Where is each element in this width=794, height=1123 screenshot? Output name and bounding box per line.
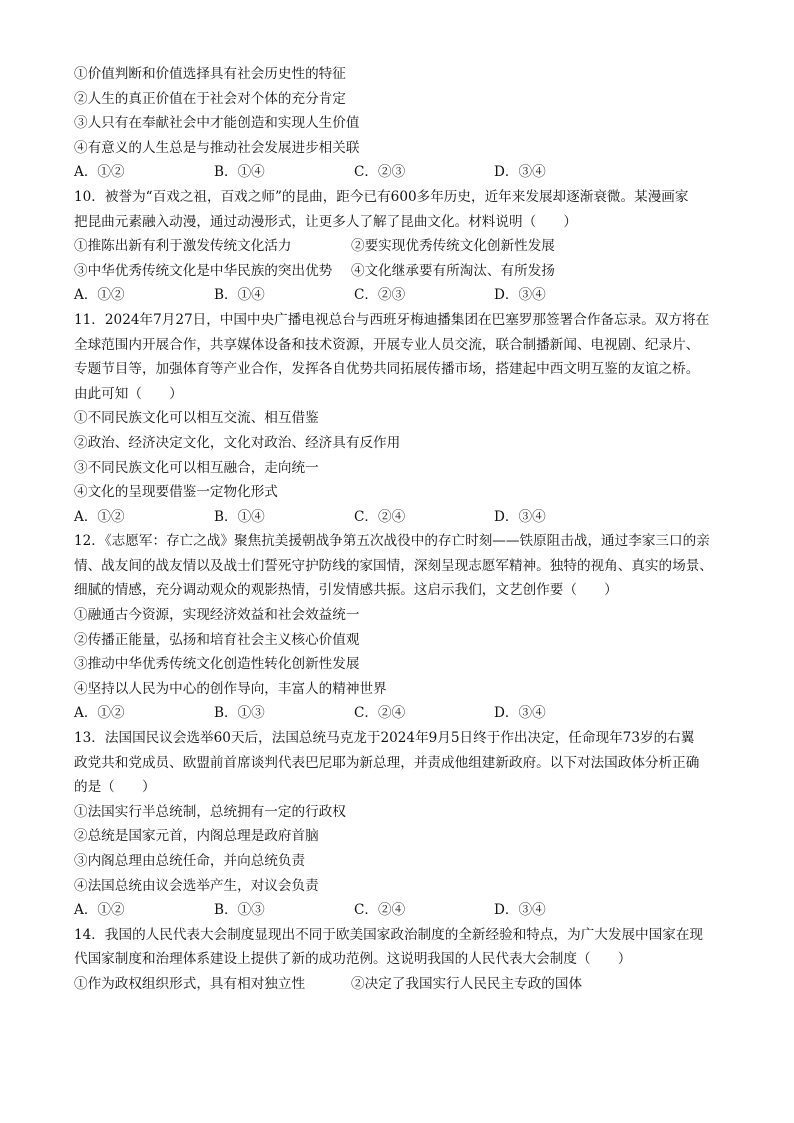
- question-stem: 11．2024年7月27日，中国中央广播电视总台与西班牙梅迪播集团在巴塞罗那签署合作备忘录。双方将在: [74, 311, 710, 328]
- answer-choices: [74, 283, 720, 308]
- answer-choices: [74, 898, 720, 923]
- option: ③中华优秀传统文化是中华民族的突出优势: [74, 262, 333, 279]
- option: ②总统是国家元首，内阁总理是政府首脑: [74, 828, 319, 845]
- option: ①融通古今资源，实现经济效益和社会效益统一: [74, 607, 360, 624]
- option: ①不同民族文化可以相互交流、相互借鉴: [74, 410, 319, 427]
- choice-c: C．②④: [354, 705, 406, 722]
- option-row: [74, 972, 720, 997]
- choice-d: D．③④: [494, 705, 546, 722]
- choice-d: D．③④: [494, 164, 546, 181]
- question-stem: 10．被誉为“百戏之祖，百戏之师”的昆曲，距今已有600多年历史，近年来发展却逐渐衰微。某漫画家: [74, 188, 689, 205]
- question-stem: 的是（ ）: [74, 779, 156, 796]
- option: ④文化继承要有所淘汰、有所发扬: [351, 262, 555, 279]
- option: ②政治、经济决定文化，文化对政治、经济具有反作用: [74, 434, 401, 451]
- option: ④坚持以人民为中心的创作导向，丰富人的精神世界: [74, 680, 387, 697]
- option: ③内阁总理由总统任命，并向总统负责: [74, 853, 306, 869]
- option: ②传播正能量，弘扬和培育社会主义核心价值观: [74, 631, 360, 648]
- option: ②人生的真正价值在于社会对个体的充分肯定: [74, 90, 346, 107]
- option: ①作为政权组织形式，具有相对独立性: [74, 975, 306, 992]
- choice-d: D．③④: [494, 508, 546, 525]
- choice-c: C．②④: [354, 508, 406, 525]
- option: ④文化的呈现要借鉴一定物化形式: [74, 484, 278, 501]
- question-9-remainder: [74, 62, 720, 185]
- question-stem: 13．法国国民议会选举60天后，法国总统马克龙于2024年9月5日终于作出决定，任命现年73岁的右翼: [74, 730, 695, 747]
- choice-b: B．①④: [214, 287, 265, 304]
- question-13: [74, 726, 720, 923]
- question-10: [74, 185, 720, 308]
- option: ②要实现优秀传统文化创新性发展: [351, 238, 555, 255]
- option: ④法国总统由议会选举产生，对议会负责: [74, 877, 319, 894]
- question-stem: 细腻的情感，充分调动观众的观影热情，引发情感共振。这启示我们，文艺创作要（ ）: [74, 582, 618, 599]
- exam-page: [74, 62, 720, 997]
- choice-b: B．①③: [214, 902, 265, 919]
- question-stem: 14．我国的人民代表大会制度显现出不同于欧美国家政治制度的全新经验和特点，为广大发展中国家在现: [74, 926, 704, 943]
- option: ②决定了我国实行人民民主专政的国体: [351, 975, 583, 992]
- option: ③推动中华优秀传统文化创造性转化创新性发展: [74, 656, 360, 673]
- option-row: [74, 234, 720, 259]
- question-stem: 代国家制度和治理体系建设上提供了新的成功范例。这说明我国的人民代表大会制度（ ）: [74, 951, 632, 968]
- choice-b: B．①③: [214, 705, 265, 722]
- choice-c: C．②③: [354, 164, 406, 181]
- question-stem: 专题节目等，加强体育等产业合作，发挥各自优势共同拓展传播市场，搭建起中西文明互鉴的友谊之桥。: [74, 361, 700, 378]
- option-row: [74, 259, 720, 284]
- choice-d: D．③④: [494, 287, 546, 304]
- question-12: [74, 529, 720, 726]
- choice-b: B．①④: [214, 508, 265, 525]
- choice-c: C．②③: [354, 287, 406, 304]
- question-stem: 12．《志愿军：存亡之战》聚焦抗美援朝战争第五次战役中的存亡时刻——铁原阻击战，通过李家三口的亲: [74, 533, 710, 550]
- option: ①推陈出新有利于激发传统文化活力: [74, 238, 292, 255]
- choice-a: A．①②: [74, 164, 125, 181]
- answer-choices: [74, 160, 720, 185]
- option: ④有意义的人生总是与推动社会发展进步相关联: [74, 139, 360, 156]
- question-stem: 全球范围内开展合作，共享媒体设备和技术资源，开展专业人员交流，联合制播新闻、电视剧、纪录片、: [74, 336, 700, 353]
- choice-a: A．①②: [74, 508, 125, 525]
- answer-choices: [74, 505, 720, 530]
- choice-a: A．①②: [74, 705, 125, 722]
- choice-b: B．①④: [214, 164, 265, 181]
- choice-d: D．③④: [494, 902, 546, 919]
- question-stem: 由此可知（ ）: [74, 385, 183, 402]
- question-14: [74, 923, 720, 997]
- choice-a: A．①②: [74, 287, 125, 304]
- answer-choices: [74, 701, 720, 726]
- option: ①价值判断和价值选择具有社会历史性的特征: [74, 66, 346, 82]
- choice-a: A．①②: [74, 902, 125, 919]
- choice-c: C．②④: [354, 902, 406, 919]
- question-stem: 政党共和党成员、欧盟前首席谈判代表巴尼耶为新总理，并责成他组建新政府。以下对法国政体分析正确: [74, 754, 700, 771]
- option: ③不同民族文化可以相互融合，走向统一: [74, 459, 319, 476]
- option: ①法国实行半总统制，总统拥有一定的行政权: [74, 803, 346, 820]
- question-stem: 情、战友间的战友情以及战士们誓死守护防线的家国情，深刻呈现志愿军精神。独特的视角、真实的场景、: [74, 557, 713, 574]
- option: ③人只有在奉献社会中才能创造和实现人生价值: [74, 115, 360, 132]
- question-stem: 把昆曲元素融入动漫，通过动漫形式，让更多人了解了昆曲文化。材料说明（ ）: [74, 213, 577, 230]
- question-11: [74, 308, 720, 529]
